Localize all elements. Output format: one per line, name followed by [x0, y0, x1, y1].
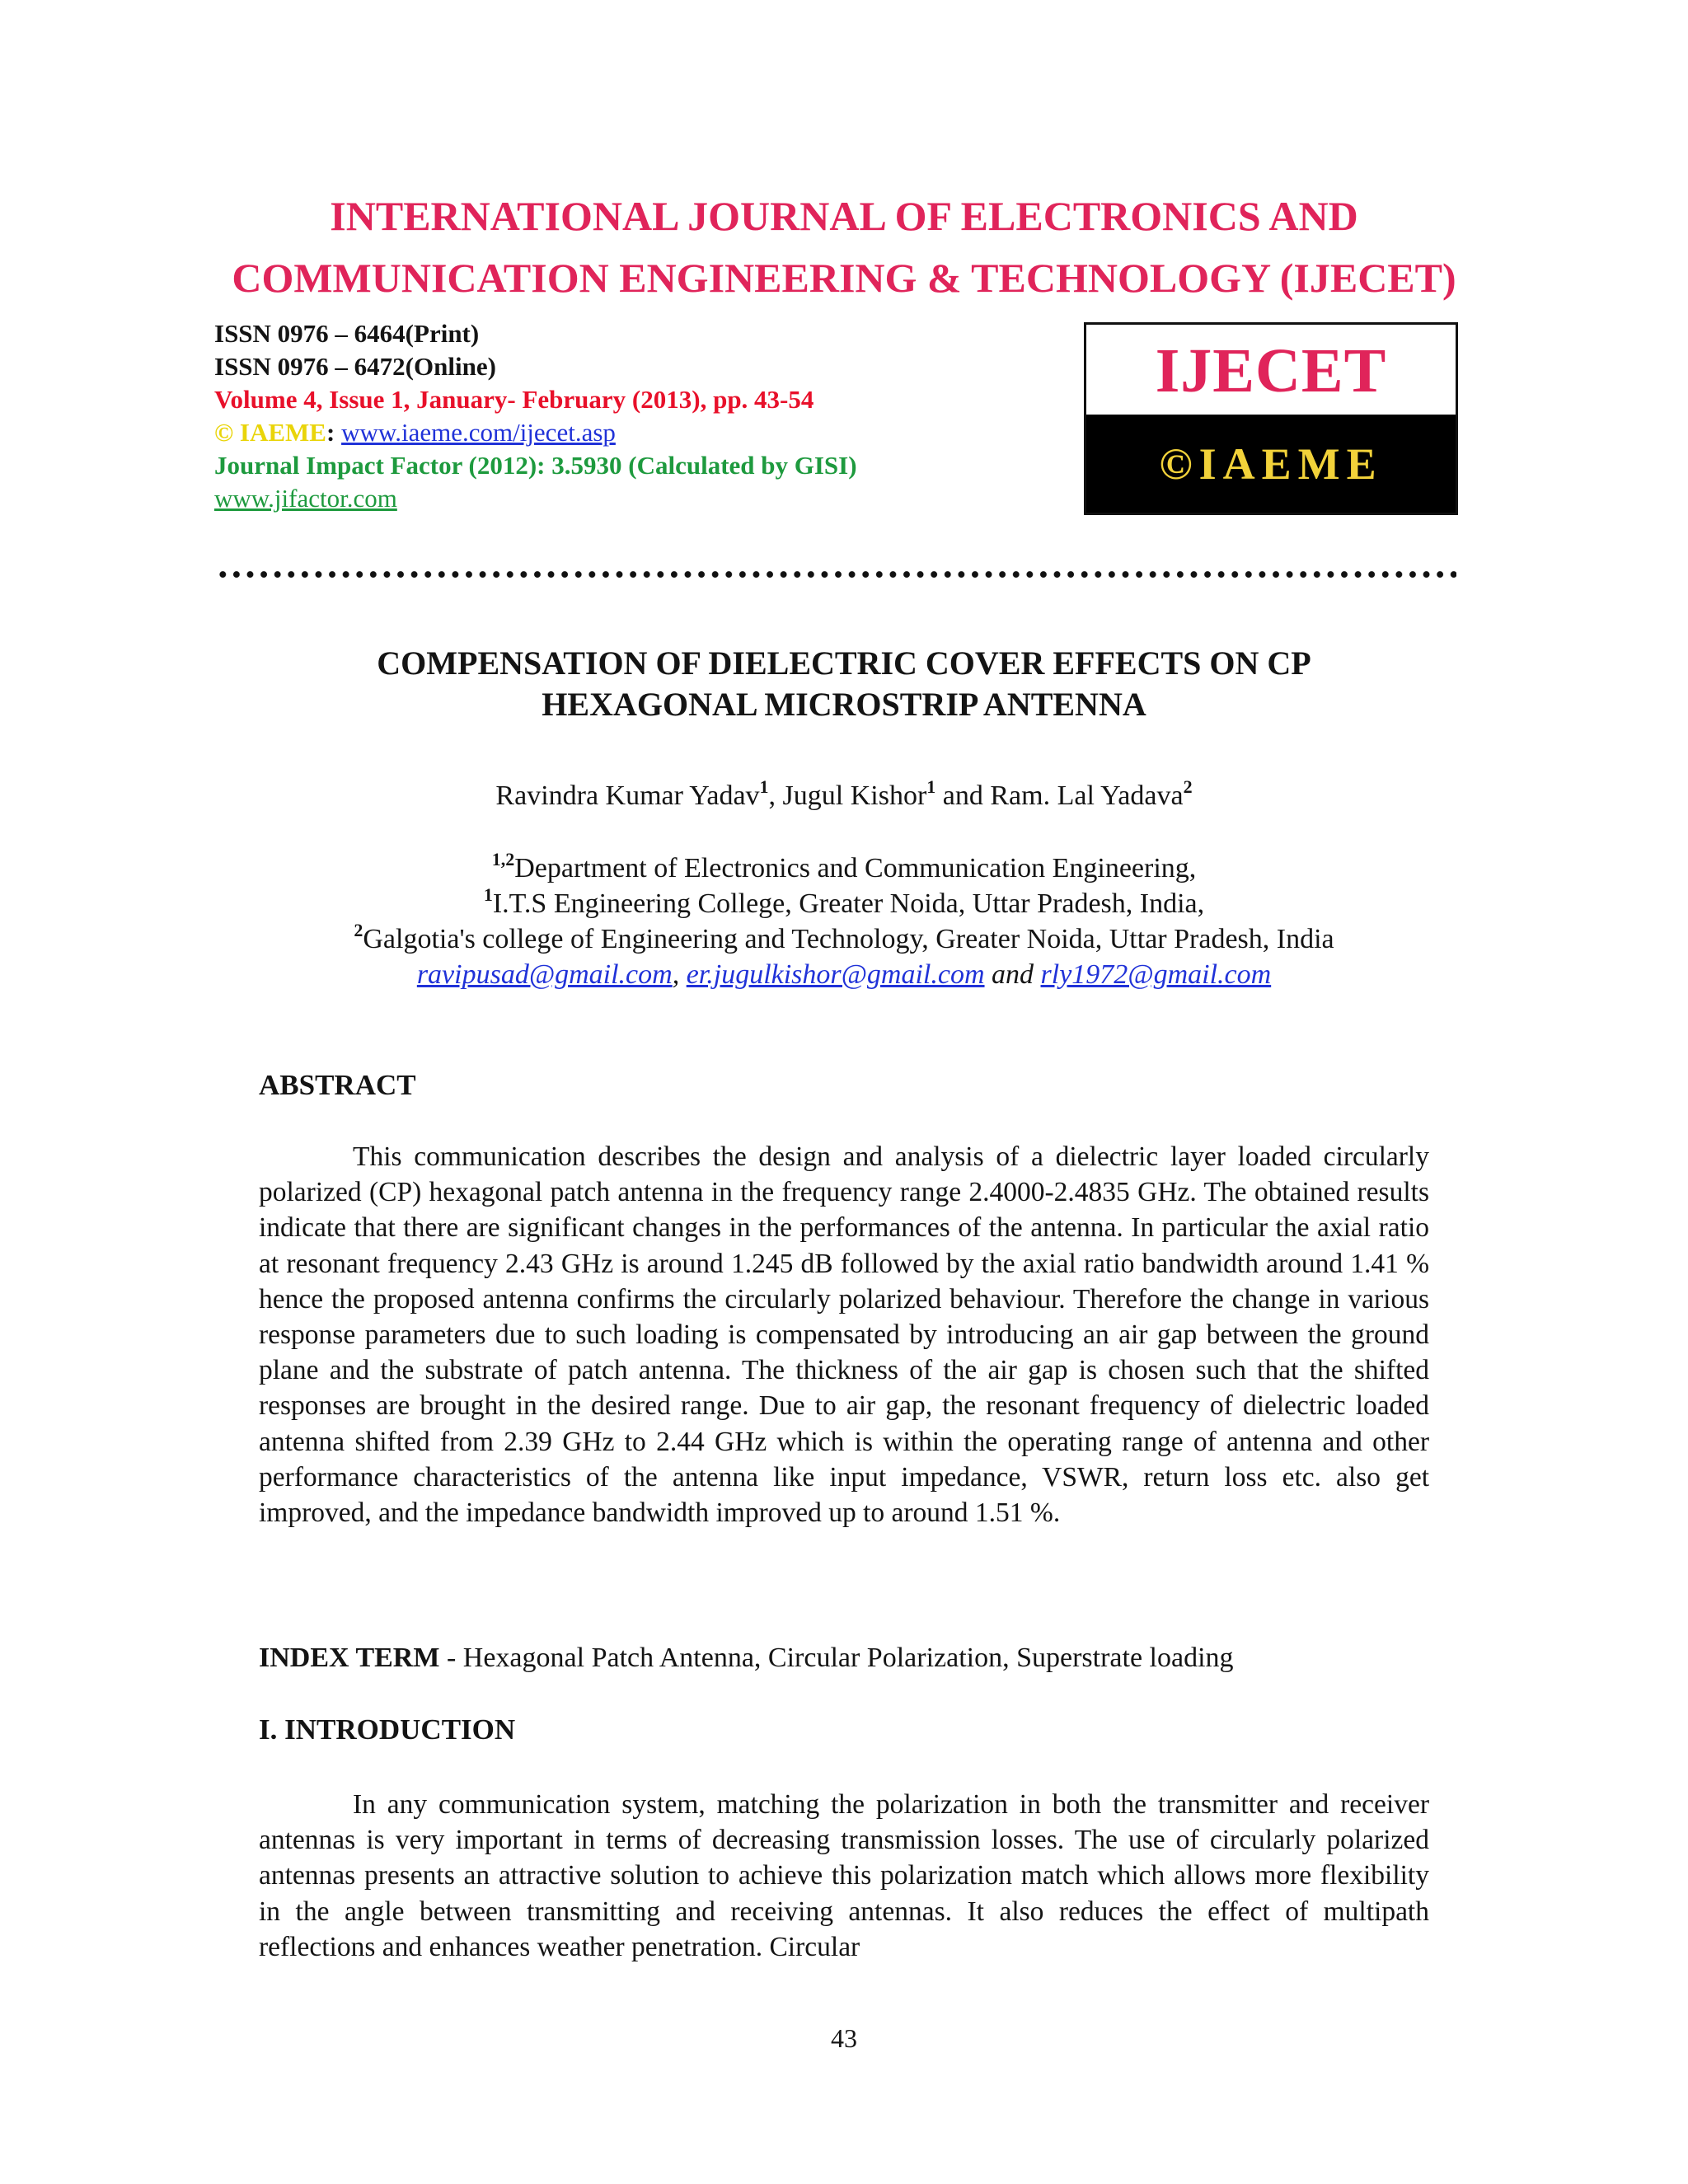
- affiliation-line: [0, 886, 1688, 921]
- issn-print: ISSN 0976 – 6464(Print): [214, 319, 480, 348]
- author-name: Ram. Lal Yadava: [990, 780, 1184, 811]
- abstract-heading: ABSTRACT: [259, 1069, 416, 1101]
- email-separator: ,: [672, 959, 687, 990]
- paper-title: [0, 643, 1688, 725]
- affiliation-text: Department of Electronics and Communication Engineering,: [514, 853, 1197, 883]
- author-superscript: 1: [759, 776, 769, 797]
- index-term-label: INDEX TERM: [259, 1643, 440, 1673]
- email-link[interactable]: rly1972@gmail.com: [1040, 959, 1272, 990]
- jifactor-link[interactable]: www.jifactor.com: [214, 484, 397, 513]
- email-link[interactable]: ravipusad@gmail.com: [416, 959, 673, 990]
- paper-title-line-1: COMPENSATION OF DIELECTRIC COVER EFFECTS ON CP: [377, 644, 1311, 682]
- email-separator: and: [984, 959, 1041, 990]
- email-link[interactable]: er.jugulkishor@gmail.com: [686, 959, 985, 990]
- iaeme-website-line: [214, 416, 857, 449]
- author-list: [0, 778, 1688, 814]
- author-separator: ,: [768, 780, 783, 811]
- journal-meta: [214, 317, 857, 515]
- dotted-separator: [216, 569, 1456, 580]
- introduction-body: In any communication system, matching the polarization in both the transmitter and receiver antennas is very important in terms of decreasing transmission losses. The use of circularly polarized antennas presents an attractive solution to achieve this polarization match which allows more flexibility in the angle between transmitting and receiving antennas. It also reduces the effect of multipath reflections and enhances weather penetration. Circular: [259, 1789, 1429, 1962]
- logo-ijecet-text: IJECET: [1155, 335, 1387, 405]
- volume-info: Volume 4, Issue 1, January- February (2013), pp. 43-54: [214, 385, 814, 414]
- author-name: Jugul Kishor: [782, 780, 927, 811]
- affiliation-text: I.T.S Engineering College, Greater Noida, Uttar Pradesh, India,: [492, 888, 1205, 919]
- index-term-text: - Hexagonal Patch Antenna, Circular Polarization, Superstrate loading: [439, 1643, 1234, 1673]
- colon: :: [326, 418, 342, 447]
- ijecet-logo: [1084, 322, 1458, 515]
- introduction-heading: I. INTRODUCTION: [259, 1713, 516, 1746]
- affiliations: [0, 851, 1688, 992]
- affiliation-superscript: 1,2: [491, 849, 515, 869]
- journal-title-line-2: COMMUNICATION ENGINEERING & TECHNOLOGY (IJECET): [232, 255, 1456, 301]
- page-number: 43: [831, 2023, 857, 2053]
- author-separator: and: [935, 780, 991, 811]
- abstract-body: This communication describes the design and analysis of a dielectric layer loaded circularly polarized (CP) hexagonal patch antenna in the frequency range 2.4000-2.4835 GHz. The obtained results indicate that there are significant changes in the performances of the antenna. In particular the axial ratio at resonant frequency 2.43 GHz is around 1.245 dB followed by the axial ratio bandwidth around 1.41 % hence the proposed antenna confirms the circularly polarized behaviour. Therefore the change in various response parameters due to such loading is compensated by introducing an air gap between the ground plane and the substrate of patch antenna. The thickness of the air gap is chosen such that the shifted responses are brought in the desired range. Due to air gap, the resonant frequency of dielectric loaded antenna shifted from 2.39 GHz to 2.44 GHz which is within the operating range of antenna and other performance characteristics of the antenna like input impedance, VSWR, return loss etc. also get improved, and the impedance bandwidth improved up to around 1.51 %.: [259, 1141, 1429, 1529]
- author-name: Ravindra Kumar Yadav: [495, 780, 760, 811]
- logo-iaeme-text: ©IAEME: [1086, 415, 1456, 513]
- paper-title-line-2: HEXAGONAL MICROSTRIP ANTENNA: [542, 686, 1146, 723]
- email-line: [0, 957, 1688, 992]
- impact-factor: Journal Impact Factor (2012): 3.5930 (Calculated by GISI): [214, 451, 857, 480]
- issn-online: ISSN 0976 – 6472(Online): [214, 352, 496, 381]
- journal-title: [0, 185, 1688, 309]
- affiliation-line: [0, 921, 1688, 957]
- journal-title-line-1: INTERNATIONAL JOURNAL OF ELECTRONICS AND: [330, 193, 1358, 239]
- affiliation-text: Galgotia's college of Engineering and Technology, Greater Noida, Uttar Pradesh, India: [363, 924, 1334, 954]
- index-terms: [259, 1640, 1234, 1676]
- affiliation-superscript: 1: [483, 884, 493, 905]
- affiliation-superscript: 2: [354, 920, 363, 940]
- author-superscript: 2: [1183, 776, 1193, 797]
- journal-website-link[interactable]: www.iaeme.com/ijecet.asp: [341, 418, 616, 447]
- affiliation-line: [0, 851, 1688, 886]
- author-superscript: 1: [926, 776, 936, 797]
- iaeme-copyright: © IAEME: [214, 418, 326, 447]
